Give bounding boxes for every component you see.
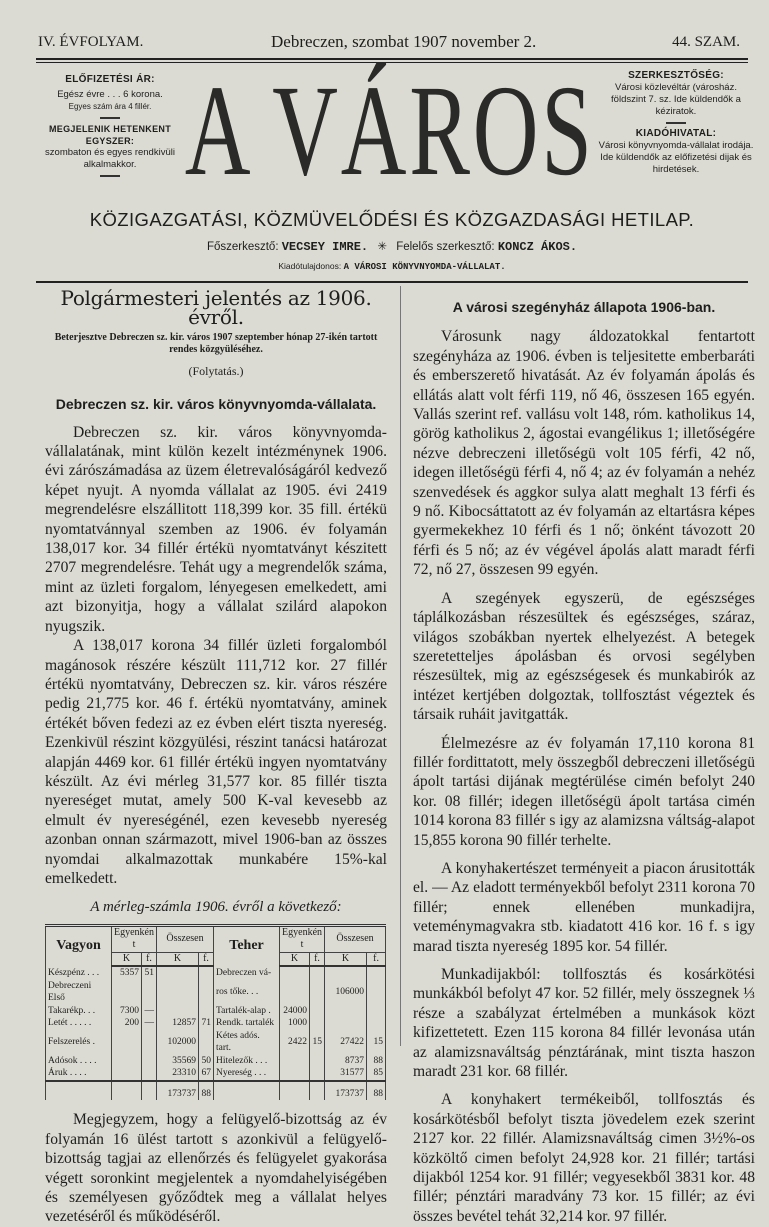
table-cell-value [142, 980, 157, 1005]
col-k: K [157, 952, 199, 966]
col-k: K [112, 952, 142, 966]
col-each: Egyenként [112, 925, 157, 952]
table-cell-value: — [142, 1005, 157, 1018]
table-cell-value [310, 1005, 325, 1018]
table-cell-value [280, 966, 310, 980]
table-cell-value [112, 1067, 142, 1081]
single-price: Egyes szám ára 4 fillér. [68, 102, 152, 111]
paragraph: A konyhakertészet terményeit a piacon árusitották el. — Az eladott terményekből befolyt 2311 korona 70 fillér; ennek ellenében munkadijra, veteménymagvakra stb. kiadatott 416 kor. 16 f. s igy marad tiszta nyereség 1895 kor. 54 fillér. [413, 859, 755, 955]
table-cell-value [310, 1081, 325, 1101]
table-row [46, 1005, 386, 1018]
article-title: A városi szegényház állapota 1906-ban. [452, 299, 716, 315]
table-cell-value: 27422 [325, 1030, 367, 1055]
table-row [46, 1055, 386, 1068]
table-cell-value [199, 1030, 214, 1055]
table-cell-value: 8737 [325, 1055, 367, 1068]
table-cell-label [214, 1081, 280, 1101]
table-cell-value: 23310 [157, 1067, 199, 1081]
masthead-rule [36, 281, 748, 283]
dateline: Debreczen, szombat 1907 november 2. [271, 32, 537, 51]
table-cell-value: 173737 [157, 1081, 199, 1101]
table-cell-value [157, 1005, 199, 1018]
table-cell-label: Készpénz . . . [46, 966, 112, 980]
table-cell-value [325, 966, 367, 980]
masthead [185, 59, 595, 203]
table-cell-value [157, 980, 199, 1005]
table-cell-value: 88 [199, 1081, 214, 1101]
paragraph: A konyhakert termékeiből, tollfosztás és kosárkötésből befolyt tiszta jövedelem ezek szerint 2127 kor. 22 fillér. Alamizsnaváltság cimen 3½%-os közköltő cimen befolyt 24,928 kor. 21 fillér; tartási dijakból 1254 kor. 91 fillér; vegyesekből 3831 kor. 48 fillér; pénztári maradvány 73 kor. 15 fillér; az évi összes bevétel tehát 32,214 kor. 97 fillér. [413, 1091, 755, 1225]
table-cell-value [199, 966, 214, 980]
price-title: ELŐFIZETÉSI ÁR: [65, 74, 155, 85]
table-cell-label: Letét . . . . . [46, 1017, 112, 1030]
table-cell-value [367, 966, 386, 980]
col-assets: Vagyon [46, 925, 112, 966]
col-total: Összesen [157, 925, 214, 952]
col-f: f. [367, 952, 386, 966]
table-cell-value [112, 1030, 142, 1055]
office-text: Városi könyvnyomda-vállalat irodája. Ide küldendők az előfizetési dijak és hirdetések. [598, 140, 754, 175]
table-cell-value: 12857 [157, 1017, 199, 1030]
table-total-row [46, 1081, 386, 1101]
article-meta: Beterjesztve Debreczen sz. kir. város 1907 szeptember hónap 27-ikén tartott rendes közgyüléséhez. [54, 331, 378, 355]
col-each: Egyenként [280, 925, 325, 952]
responsible-label: Felelős szerkesztő: [396, 241, 495, 253]
subtitle: KÖZIGAZGATÁSI, KÖZMÜVELŐDÉSI ÉS KÖZGAZDASÁGI HETILAP. [89, 209, 695, 230]
paragraph: Debreczen sz. kir. város könyvnyomda-vállalatának, mint külön kezelt intézménynek 1906. évi zárószámadása az üzem életrevalóságáról kedvező képet nyujt. A nyomda vállalat az 1905. évi 2419 megrendelésre elszállitott 118,399 kor. 35 fill. értékü nyomtatvánnyal szemben az 1906. év folyamán 138,017 kor. 34 fillér értékü nyomtatványt készitett 2707 megrendelésre. Tehát ugy a megrendelők száma, mint az üzleti forgalom, lényegesen emelkedett, ami azt bizonyitja, hogy a vállalat szilárd alapokon nyugszik. [45, 423, 387, 635]
editorial-text: Városi közlevéltár (városház. földszint 7. sz. Ide küldendők a kéziratok. [611, 82, 741, 117]
star-icon: ✳ [377, 241, 387, 253]
table-cell-value [310, 1067, 325, 1081]
chief-editor: VECSEY IMRE. [281, 240, 369, 254]
table-cell-label: Debreczeni Első [46, 980, 112, 1005]
volume: IV. ÉVFOLYAM. [38, 34, 144, 50]
table-cell-value: 31577 [325, 1067, 367, 1081]
table-cell-label: ros tőke. . . [214, 980, 280, 1005]
office-title: KIADÓHIVATAL: [635, 128, 717, 139]
table-cell-value [310, 1017, 325, 1030]
schedule-title: MEGJELENIK HETENKENT EGYSZER: [48, 124, 171, 146]
divider [100, 117, 120, 119]
table-cell-value [325, 1017, 367, 1030]
table-caption: A mérleg-számla 1906. évről a következő: [90, 899, 342, 916]
table-cell-label: Felszerelés . [46, 1030, 112, 1055]
table-cell-value [199, 1005, 214, 1018]
table-cell-label: Tartalék-alap . [214, 1005, 280, 1018]
table-cell-label: Debreczen vá- [214, 966, 280, 980]
col-k: K [325, 952, 367, 966]
table-cell-value: 15 [367, 1030, 386, 1055]
balance-table [45, 924, 386, 1101]
chief-label: Főszerkesztő: [206, 241, 279, 253]
table-cell-value: 51 [142, 966, 157, 980]
divider [666, 122, 686, 124]
table-body [46, 966, 386, 1100]
editorial-box [598, 70, 754, 176]
masthead-title: A VÁROS [185, 59, 595, 203]
price-line: Egész évre . . . 6 korona. [57, 89, 163, 100]
table-cell-value [310, 1055, 325, 1068]
table-cell-value [112, 1055, 142, 1068]
article-title: Polgármesteri jelentés az 1906. évről. [60, 286, 372, 330]
table-cell-value [280, 1081, 310, 1101]
publisher-name: A VÁROSI KÖNYVNYOMDA-VÁLLALAT. [343, 262, 506, 272]
table-cell-value: 24000 [280, 1005, 310, 1018]
table-cell-value [325, 1005, 367, 1018]
table-cell-value: 106000 [325, 980, 367, 1005]
table-cell-value [142, 1055, 157, 1068]
table-cell-value: 50 [199, 1055, 214, 1068]
table-cell-value: 1000 [280, 1017, 310, 1030]
table-cell-value [310, 966, 325, 980]
col-f: f. [310, 952, 325, 966]
table-cell-value [280, 1055, 310, 1068]
table-cell-value [112, 1081, 142, 1101]
continued-note: (Folytatás.) [188, 363, 244, 378]
table-cell-value: 35569 [157, 1055, 199, 1068]
paragraph: Munkadijakból: tollfosztás és kosárkötési munkákból befolyt 47 kor. 52 fillér, mely összegnek ⅓ része a szabályzat értelmében a munkások közt kifizettetett. Ezen 115 korona 84 fillér levonása után az alamizsnaváltság pénztárának, mint tiszta haszon maradt 231 kor. 68 fillér. [413, 966, 755, 1081]
table-cell-value: — [142, 1017, 157, 1030]
table-row [46, 980, 386, 1005]
responsible-editor: KONCZ ÁKOS. [497, 240, 578, 254]
table-row [46, 1067, 386, 1081]
table-cell-value: 2422 [280, 1030, 310, 1055]
table-cell-value [280, 980, 310, 1005]
right-column [413, 298, 755, 1226]
schedule-text: szombaton és egyes rendkivüli alkalmakkor. [45, 147, 175, 170]
table-cell-label: Takarékp. . . [46, 1005, 112, 1018]
table-cell-value [142, 1081, 157, 1101]
table-cell-value: 71 [199, 1017, 214, 1030]
table-cell-value: 102000 [157, 1030, 199, 1055]
editors-line [36, 239, 748, 254]
publisher-label: Kiadótulajdonos: [278, 261, 342, 271]
table-row [46, 1030, 386, 1055]
table-cell-value: 5357 [112, 966, 142, 980]
paragraph: A szegények egyszerü, de egészséges táplálkozásban részesültek és egészséges, száraz, világos szobákban nyertek elhelyezést. A betegek szeretetteljes ápolásban és orvosi segélyben részesültek, mig az egészségesek és munkabirók az intézet kertjében dolgoztak, tollfosztást végeztek és társaik ruháit javitgatták. [413, 589, 755, 724]
table-cell-value [367, 1005, 386, 1018]
page-header [38, 32, 740, 56]
col-total: Összesen [325, 925, 386, 952]
table-cell-value: 88 [367, 1081, 386, 1101]
table-cell-label: Kétes adós. tart. [214, 1030, 280, 1055]
table-cell-value: 7300 [112, 1005, 142, 1018]
paragraph: A 138,017 korona 34 fillér üzleti forgalomból magánosok részére készült 111,712 kor. 27 fillér értékü nyomtatvány, Debreczen sz. kir. város részére pedig 21,775 kor. 46 f. értékü nyomtatvány, aminek értékét bőven fedezi az ez évben elért tiszta nyereség. Ezenkivül részint közgyülési, részint tanácsi határozat alapján 4469 kor. 61 fillér értékü ingyen nyomtatvány készült. Az évi mérleg 31,577 kor. 85 fillér tiszta nyereséget mutat, amely 500 K-val kevesebb az elmult év nyereségénél, ezen kevesebb nyereség azonban onnan származott, mivel 1906-ban az összes nyomdai alkalmazottak munkabére 15%-kal emelkedett. [45, 637, 387, 887]
table-cell-label: Adósok . . . . [46, 1055, 112, 1068]
section-heading: Debreczen sz. kir. város könyvnyomda-vállalata. [55, 396, 377, 413]
table-cell-value: 200 [112, 1017, 142, 1030]
col-f: f. [199, 952, 214, 966]
table-cell-value [199, 980, 214, 1005]
table-cell-value [157, 966, 199, 980]
table-cell-value [367, 1017, 386, 1030]
table-cell-value: 85 [367, 1067, 386, 1081]
table-row [46, 966, 386, 980]
col-k: K [280, 952, 310, 966]
table-cell-value: 15 [310, 1030, 325, 1055]
column-divider [400, 286, 401, 1046]
table-cell-label: Áruk . . . . [46, 1067, 112, 1081]
publisher-line [36, 261, 748, 272]
table-cell-label: Hitelezők . . . [214, 1055, 280, 1068]
subscription-box [36, 74, 184, 181]
issue-number: 44. SZAM. [672, 34, 740, 50]
table-cell-value [310, 980, 325, 1005]
table-cell-value [367, 980, 386, 1005]
table-cell-label [46, 1081, 112, 1101]
table-cell-label: Rendk. tartalék [214, 1017, 280, 1030]
col-liabilities: Teher [214, 925, 280, 966]
col-f: f. [142, 952, 157, 966]
table-cell-value: 173737 [325, 1081, 367, 1101]
paragraph: Élelmezésre az év folyamán 17,110 korona 81 fillér fordittatott, mely összegből debreczeni illetőségü ápolt tartási dijának megtérülése cimén befolyt 240 kor. 08 fillér; idegen illetőségü ápolt tartása cimén 1014 korona 83 fillér s igy az alamizsna váltság-alapot 15,855 korona 90 fillér terhelte. [413, 734, 755, 849]
closing-paragraph: Megjegyzem, hogy a felügyelő-bizottság az év folyamán 16 ülést tartott s azonkivül a felügyelő-bizottság tagjai az ellenőrzés és felügyelet gyakorása végett soronkint megjelentek a nyomdahelyiségében és személyesen győződtek meg a vállalat helyes vezetéséről és működéséről. [45, 1111, 387, 1226]
table-cell-value: 67 [199, 1067, 214, 1081]
table-cell-value [142, 1030, 157, 1055]
table-cell-value: 88 [367, 1055, 386, 1068]
table-cell-value [112, 980, 142, 1005]
divider [100, 175, 120, 177]
paragraph: Városunk nagy áldozatokkal fentartott szegényháza az 1906. évben is teljesitette emberbaráti és emberszerető hivatását. Az év folyamán ápolás és ellátás alatt volt férfi 119, nő 46, összesen 165 egyén. Vallás szerint ref. vallásu volt 148, róm. katholikus 14, görög katholikus 2, ágostai evangélikus 1; illetőségére nézve debreczeni illetőségü volt 105 férfi, 42 nő, idegen illetőségü férfi 4, nő 4; az év folyamán a nehéz szenvedések és aggkor sulya alatt meghalt 13 férfi és 9 nő. Kibocsáttatott az év folyamán az eltartásra képes gyermekekhez 10 férfi és 1 nő; önként távozott 20 férfi és 5 nő; az év végével ápolás alatt maradt férfi 72, nő 27, összesen 99 egyén. [413, 328, 755, 579]
left-column [45, 286, 387, 1227]
editorial-title: SZERKESZTŐSÉG: [628, 70, 724, 81]
table-row [46, 1017, 386, 1030]
table-cell-value [142, 1067, 157, 1081]
table-cell-label: Nyereség . . . [214, 1067, 280, 1081]
table-cell-value [280, 1067, 310, 1081]
